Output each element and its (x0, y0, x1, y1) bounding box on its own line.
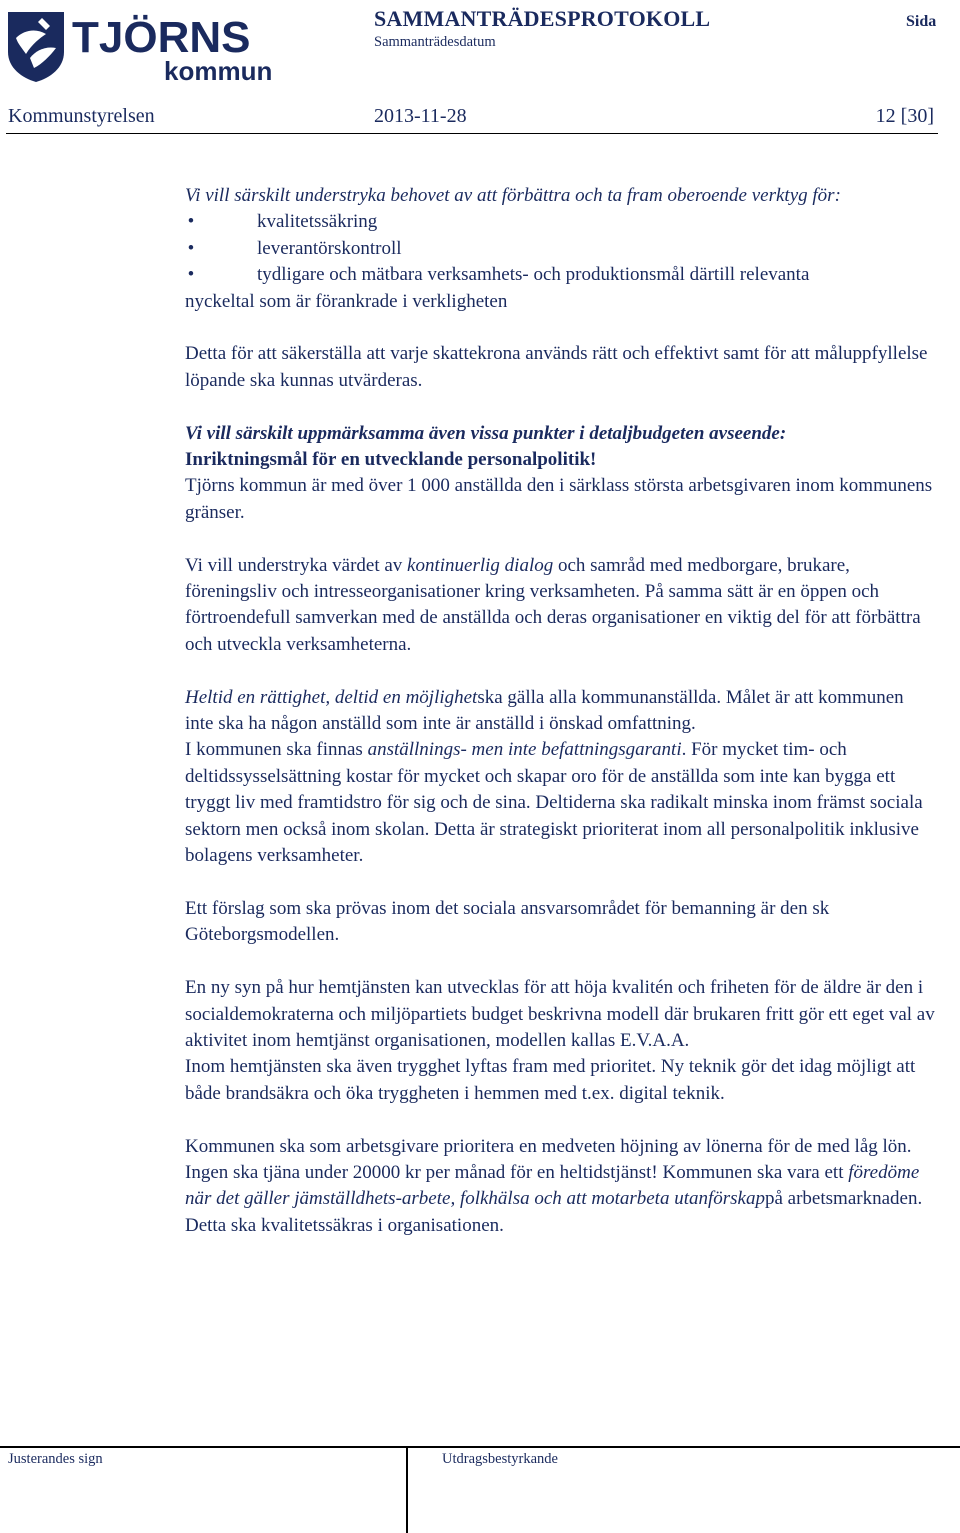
paragraph: En ny syn på hur hemtjänsten kan utvecklas för att höja kvalitén och friheten för de äldre är den i socialdemokraterna och miljöpartiets budget beskrivna modell där brukaren fritt gör ett eget val av aktivitet inom hemtjänst organisationen, modellen kallas E.V.A.A. (185, 977, 935, 1051)
tjorns-kommun-logo (6, 8, 276, 84)
meta-organ: Kommunstyrelsen (8, 105, 155, 127)
meta-page-number: 12 [30] (875, 105, 934, 127)
list-item-continuation: nyckeltal som är förankrade i verkligheten (185, 290, 508, 312)
paragraph-subheading: Inriktningsmål för en utvecklande personalpolitik! (185, 449, 597, 471)
footer-divider (406, 1446, 408, 1533)
paragraph: Heltid en rättighet, deltid en möjlighetska gälla alla kommunanställda. Målet är att kommunen inte ska ha någon anställd som inte är anställd i önskad omfattning. (185, 686, 904, 735)
page-label: Sida (906, 13, 937, 30)
paragraph: Ett förslag som ska prövas inom det sociala ansvarsområdet för bemanning är den sk Göteborgsmodellen. (185, 897, 830, 946)
footer-rule (0, 1446, 960, 1448)
document-subtitle: Sammanträdesdatum (374, 34, 496, 50)
bullet-list (185, 209, 935, 315)
header-rule (6, 133, 938, 134)
document-body (185, 183, 935, 1239)
bullet-icon: • (187, 211, 195, 233)
paragraph: I kommunen ska finnas anställnings- men inte befattningsgaranti. För mycket tim- och deltidssysselsättning kostar för mycket och skapar oro för de anställda som inte kan bygga ett tryggt liv med framtidstro för sig och de sina. Deltiderna ska radikalt minska inom främst sociala sektorn men också inom skolan. Detta är strategiskt prioriterat inom all personalpolitik inklusive bolagens verksamheter. (185, 739, 923, 867)
paragraph: Detta för att säkerställa att varje skattekrona används rätt och effektivt samt för att måluppfyllelse löpande ska kunnas utvärderas. (185, 343, 928, 391)
paragraph: Kommunen ska som arbetsgivare prioritera en medveten höjning av lönerna för de med låg lön. Ingen ska tjäna under 20000 kr per månad för en heltidstjänst! Kommunen ska vara ett föredöme när det gäller jämställdhets-arbete, folkhälsa och att motarbeta utanförskappå arbetsmarknaden. Detta ska kvalitetssäkras i organisationen. (185, 1135, 923, 1236)
paragraph-heading: Vi vill särskilt uppmärksamma även vissa punkter i detaljbudgeten avseende: (185, 422, 787, 444)
logo-subtext: kommun (164, 56, 273, 84)
list-item: • leverantörskontroll (185, 236, 935, 262)
paragraph: Tjörns kommun är med över 1 000 anställda den i särklass största arbetsgivaren inom kommunens gränser. (185, 475, 933, 523)
bullet-icon: • (187, 264, 195, 286)
list-item: • kvalitetssäkring (185, 209, 935, 235)
paragraph: Inom hemtjänsten ska även trygghet lyftas fram med prioritet. Ny teknik gör det idag möjligt att både brandsäkra och öka tryggheten i hemmen med t.ex. digital teknik. (185, 1056, 916, 1104)
list-item: • tydligare och mätbara verksamhets- och produktionsmål därtill relevanta (185, 262, 935, 288)
paragraph: Vi vill understryka värdet av kontinuerlig dialog och samråd med medborgare, brukare, föreningsliv och intresseorganisationer kring verksamheten. På samma sätt är en öppen och förtroendefull samverkan med de anställda och deras organisationer en viktig del för att förbättra och utveckla verksamheterna. (185, 554, 921, 655)
document-title: SAMMANTRÄDESPROTOKOLL (374, 6, 711, 31)
bullet-icon: • (187, 237, 195, 259)
logo-text: TJÖRNS (72, 13, 251, 62)
meta-date: 2013-11-28 (374, 105, 467, 127)
footer-justerandes-sign: Justerandes sign (8, 1451, 103, 1467)
paragraph-intro: Vi vill särskilt understryka behovet av att förbättra och ta fram oberoende verktyg för: (185, 185, 841, 206)
footer-utdragsbestyrkande: Utdragsbestyrkande (442, 1451, 558, 1467)
